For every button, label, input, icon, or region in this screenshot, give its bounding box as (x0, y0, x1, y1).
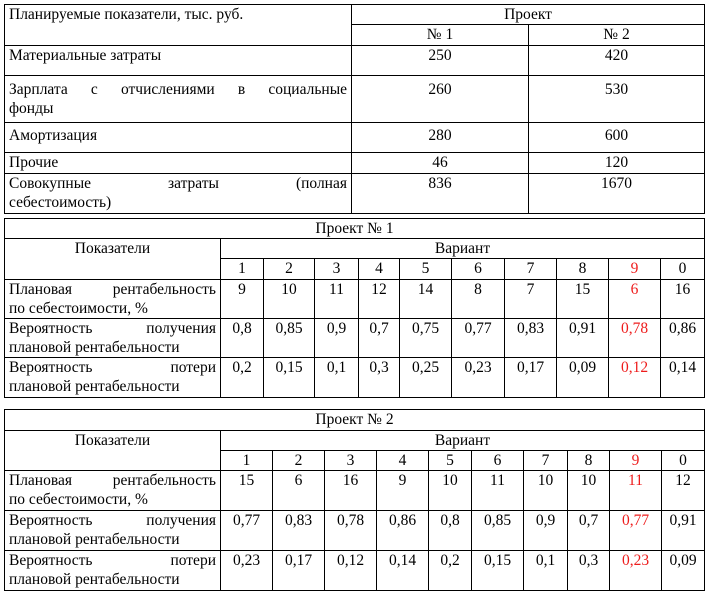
project1-table (4, 218, 705, 398)
row-total-line2: себестоимость) (9, 194, 112, 211)
project1-row-2-value-6: 0,23 (452, 358, 505, 398)
project1-row-1-value-7: 0,83 (505, 319, 557, 358)
project2-row-2-value-7: 0,1 (524, 551, 568, 591)
row-other-label: Прочие (5, 153, 352, 174)
project1-row-1-value-6: 0,77 (452, 319, 505, 358)
project2-variant-label: Вариант (221, 431, 705, 451)
project2-variant-9: 9 (610, 451, 662, 471)
project1-row-2-value-0: 0,14 (661, 358, 705, 398)
project2-row-2-value-8: 0,3 (568, 551, 610, 591)
project2-row-2-value-0: 0,09 (662, 551, 705, 591)
project1-col: № 1 (352, 25, 529, 46)
project1-row-0-line2: по себестоимости, % (9, 300, 148, 317)
project1-variant-4: 4 (359, 259, 400, 280)
project1-variant-6: 6 (452, 259, 505, 280)
project2-row-1-value-9: 0,77 (610, 511, 662, 551)
row-material-p2: 420 (529, 46, 705, 76)
project1-row-2-value-1: 0,2 (221, 358, 264, 398)
project1-row-2-value-7: 0,17 (505, 358, 557, 398)
project1-variant-9: 9 (609, 259, 661, 280)
summary-header-label: Планируемые показатели, тыс. руб. (5, 5, 352, 46)
project1-variant-5: 5 (400, 259, 452, 280)
project2-row-0-value-7: 10 (524, 471, 568, 511)
project-header: Проект (352, 5, 705, 25)
project2-row-1-line1: Вероятность получения (9, 512, 216, 529)
project1-row-1-line1: Вероятность получения (9, 320, 216, 337)
row-salary-label (5, 76, 352, 123)
project2-row-1-value-5: 0,8 (429, 511, 472, 551)
project2-row-2-value-2: 0,17 (273, 551, 325, 591)
project1-row-2-value-5: 0,25 (400, 358, 452, 398)
project1-row-1-line2: плановой рентабельности (9, 339, 180, 356)
row-amort-p2: 600 (529, 123, 705, 153)
project2-row-2-value-4: 0,14 (377, 551, 429, 591)
project2-row-2-value-3: 0,12 (325, 551, 377, 591)
project1-title: Проект № 1 (5, 219, 705, 239)
project1-row-2-value-3: 0,1 (315, 358, 359, 398)
project1-row-0-value-5: 14 (400, 280, 452, 319)
project1-row-1-value-2: 0,85 (264, 319, 315, 358)
project2-variant-5: 5 (429, 451, 472, 471)
row-total-label (5, 174, 352, 214)
project2-row-1-value-1: 0,77 (221, 511, 273, 551)
project2-row-1-value-8: 0,7 (568, 511, 610, 551)
project1-row-2-line2: плановой рентабельности (9, 378, 180, 395)
project2-variant-0: 0 (662, 451, 705, 471)
project2-row-1-value-6: 0,85 (472, 511, 524, 551)
project2-title: Проект № 2 (5, 410, 705, 431)
project2-variant-3: 3 (325, 451, 377, 471)
project2-indicators-label: Показатели (5, 431, 221, 471)
project1-row-2-value-4: 0,3 (359, 358, 400, 398)
project2-variant-7: 7 (524, 451, 568, 471)
row-salary-p1: 260 (352, 76, 529, 123)
project1-row-0-value-9: 6 (609, 280, 661, 319)
project2-row-1-value-3: 0,78 (325, 511, 377, 551)
project1-row-2-value-9: 0,12 (609, 358, 661, 398)
project2-row-0-value-9: 11 (610, 471, 662, 511)
project2-variant-2: 2 (273, 451, 325, 471)
project2-table (4, 409, 705, 591)
project1-row-1-value-5: 0,75 (400, 319, 452, 358)
row-material-label: Материальные затраты (5, 46, 352, 76)
project1-row-2-line1: Вероятность потери (9, 359, 216, 376)
project2-row-2-label (5, 551, 221, 591)
project2-row-1-value-4: 0,86 (377, 511, 429, 551)
project1-row-1-value-0: 0,86 (661, 319, 705, 358)
row-total-p1: 836 (352, 174, 529, 214)
project2-row-1-value-0: 0,91 (662, 511, 705, 551)
project1-row-1-value-1: 0,8 (221, 319, 264, 358)
project1-variant-2: 2 (264, 259, 315, 280)
project1-row-2-label (5, 358, 221, 398)
row-amort-label: Амортизация (5, 123, 352, 153)
row-salary-p2: 530 (529, 76, 705, 123)
project1-row-1-value-4: 0,7 (359, 319, 400, 358)
project2-row-1-value-7: 0,9 (524, 511, 568, 551)
project1-row-1-value-9: 0,78 (609, 319, 661, 358)
project2-row-1-label (5, 511, 221, 551)
project2-variant-1: 1 (221, 451, 273, 471)
project2-row-0-value-2: 6 (273, 471, 325, 511)
project2-row-2-line1: Вероятность потери (9, 552, 216, 569)
project1-variant-1: 1 (221, 259, 264, 280)
project2-row-2-value-6: 0,15 (472, 551, 524, 591)
project2-row-0-value-4: 9 (377, 471, 429, 511)
project2-row-2-value-9: 0,23 (610, 551, 662, 591)
project1-row-0-value-2: 10 (264, 280, 315, 319)
project2-variant-6: 6 (472, 451, 524, 471)
project1-row-0-value-1: 9 (221, 280, 264, 319)
row-other-p1: 46 (352, 153, 529, 174)
project1-row-0-value-0: 16 (661, 280, 705, 319)
project1-row-0-line1: Плановая рентабельность (9, 281, 216, 298)
project2-row-2-value-5: 0,2 (429, 551, 472, 591)
project1-variant-8: 8 (557, 259, 609, 280)
project2-row-0-value-6: 11 (472, 471, 524, 511)
project2-col: № 2 (529, 25, 705, 46)
project1-row-0-value-8: 15 (557, 280, 609, 319)
project1-row-2-value-2: 0,15 (264, 358, 315, 398)
project2-row-0-value-8: 10 (568, 471, 610, 511)
project1-row-1-value-3: 0,9 (315, 319, 359, 358)
project1-row-0-value-7: 7 (505, 280, 557, 319)
row-salary-line1: Зарплата с отчислениями в социальные (9, 81, 347, 98)
project2-row-1-value-2: 0,83 (273, 511, 325, 551)
project1-variant-0: 0 (661, 259, 705, 280)
project2-row-0-value-1: 15 (221, 471, 273, 511)
project1-variant-label: Вариант (221, 239, 705, 259)
row-amort-p1: 280 (352, 123, 529, 153)
project2-variant-8: 8 (568, 451, 610, 471)
project1-indicators-label: Показатели (5, 239, 221, 280)
project1-variant-7: 7 (505, 259, 557, 280)
project1-row-2-value-8: 0,09 (557, 358, 609, 398)
project1-row-0-label (5, 280, 221, 319)
project2-row-0-value-0: 12 (662, 471, 705, 511)
project1-row-1-value-8: 0,91 (557, 319, 609, 358)
summary-table (4, 4, 705, 214)
project2-row-0-line2: по себестоимости, % (9, 491, 148, 508)
project2-row-2-line2: плановой рентабельности (9, 571, 180, 588)
row-other-p2: 120 (529, 153, 705, 174)
row-total-p2: 1670 (529, 174, 705, 214)
row-total-line1: Совокупные затраты (полная (9, 175, 347, 192)
project1-row-0-value-3: 11 (315, 280, 359, 319)
project2-variant-4: 4 (377, 451, 429, 471)
project2-row-0-line1: Плановая рентабельность (9, 472, 216, 489)
project1-row-1-label (5, 319, 221, 358)
project2-row-0-label (5, 471, 221, 511)
project1-row-0-value-6: 8 (452, 280, 505, 319)
project2-row-1-line2: плановой рентабельности (9, 531, 180, 548)
project2-row-0-value-5: 10 (429, 471, 472, 511)
row-material-p1: 250 (352, 46, 529, 76)
project2-row-0-value-3: 16 (325, 471, 377, 511)
project1-row-0-value-4: 12 (359, 280, 400, 319)
project2-row-2-value-1: 0,23 (221, 551, 273, 591)
project1-variant-3: 3 (315, 259, 359, 280)
row-salary-line2: фонды (9, 100, 54, 117)
